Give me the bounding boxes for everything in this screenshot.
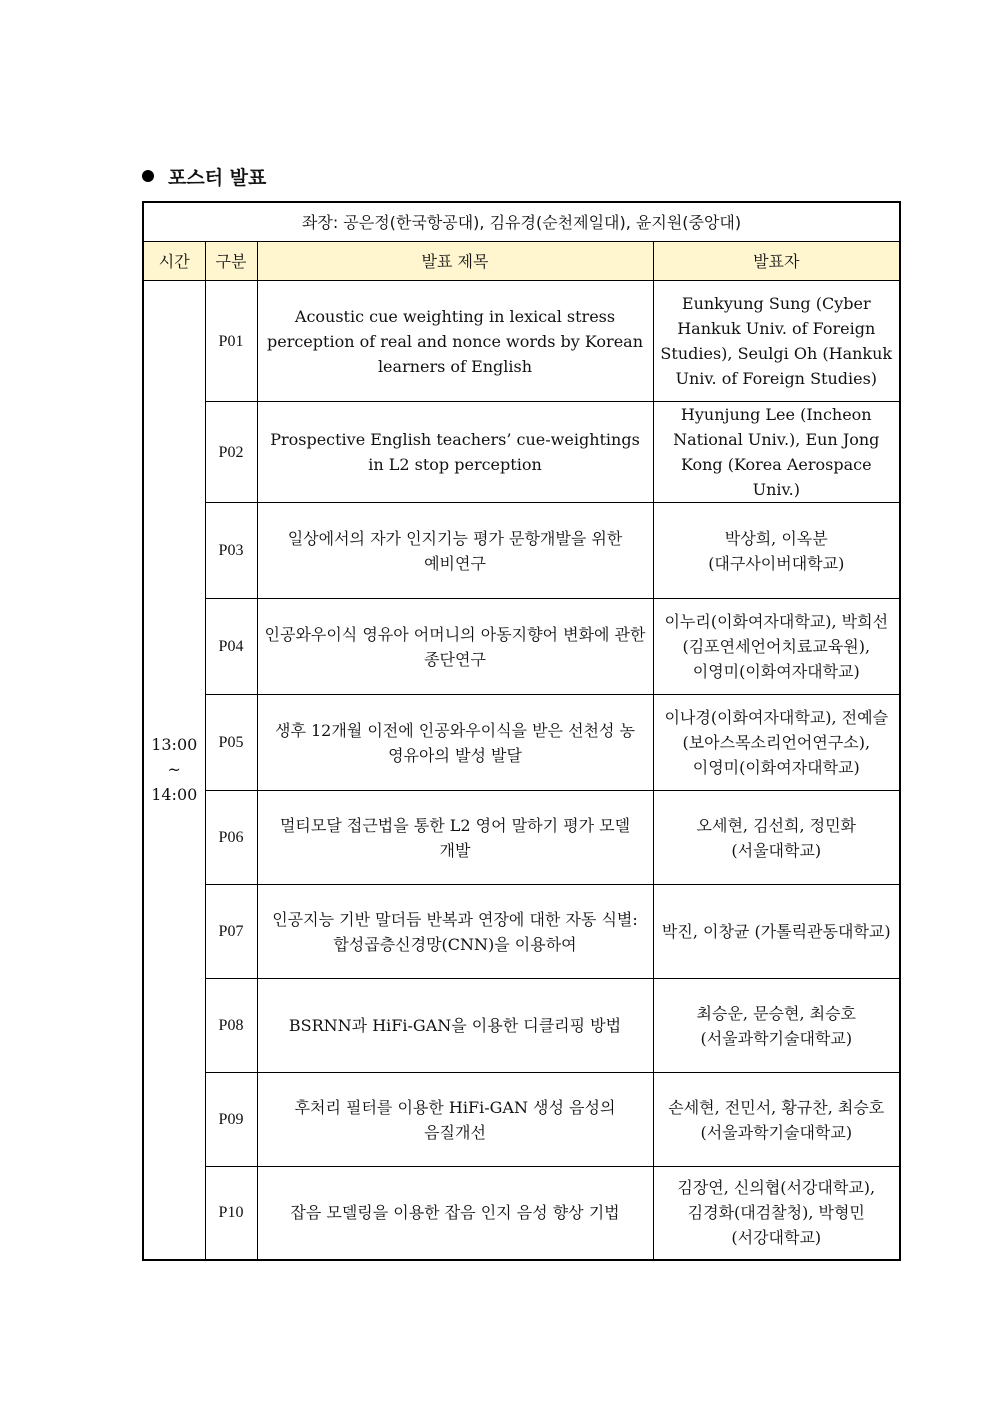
col-header-category: 구분: [205, 242, 257, 281]
poster-title: 생후 12개월 이전에 인공와우이식을 받은 선천성 농 영유아의 발성 발달: [257, 695, 653, 791]
poster-id: P09: [205, 1073, 257, 1167]
table-row: [143, 503, 900, 599]
chairs-row: [143, 202, 900, 242]
poster-presenter: Eunkyung Sung (Cyber Hankuk Univ. of Foreign Studies), Seulgi Oh (Hankuk Univ. of Foreign Studies): [653, 281, 900, 402]
poster-presenter: 손세현, 전민서, 황규찬, 최승호(서울과학기술대학교): [653, 1073, 900, 1167]
poster-presenter: 최승운, 문승현, 최승호 (서울과학기술대학교): [653, 979, 900, 1073]
poster-title: 일상에서의 자가 인지기능 평가 문항개발을 위한 예비연구: [257, 503, 653, 599]
table-row: [143, 402, 900, 503]
poster-id: P05: [205, 695, 257, 791]
poster-presenter: 박상희, 이옥분 (대구사이버대학교): [653, 503, 900, 599]
section-title: 포스터 발표: [168, 166, 267, 189]
poster-id: P04: [205, 599, 257, 695]
time-slot: [143, 281, 205, 1260]
poster-id: P10: [205, 1167, 257, 1260]
col-header-presenter: 발표자: [653, 242, 900, 281]
section-heading: [142, 160, 266, 192]
poster-schedule-table: [142, 201, 901, 1261]
poster-title: 멀티모달 접근법을 통한 L2 영어 말하기 평가 모델 개발: [257, 791, 653, 885]
col-header-time: 시간: [143, 242, 205, 281]
poster-id: P03: [205, 503, 257, 599]
poster-title: 후처리 필터를 이용한 HiFi-GAN 생성 음성의 음질개선: [257, 1073, 653, 1167]
table-row: [143, 1073, 900, 1167]
time-end: 14:00: [151, 785, 198, 805]
col-header-title: 발표 제목: [257, 242, 653, 281]
table-header: [143, 242, 900, 281]
poster-presenter: 김장연, 신의협(서강대학교), 김경화(대검찰청), 박형민(서강대학교): [653, 1167, 900, 1260]
poster-title: Prospective English teachers’ cue-weightings in L2 stop perception: [257, 402, 653, 503]
poster-id: P06: [205, 791, 257, 885]
poster-presenter: 이누리(이화여자대학교), 박희선(김포연세언어치료교육원), 이영미(이화여자대학교): [653, 599, 900, 695]
poster-id: P02: [205, 402, 257, 503]
table-row: [143, 1167, 900, 1260]
poster-title: Acoustic cue weighting in lexical stress perception of real and nonce words by Korean learners of English: [257, 281, 653, 402]
poster-id: P01: [205, 281, 257, 402]
poster-presenter: Hyunjung Lee (Incheon National Univ.), Eun Jong Kong (Korea Aerospace Univ.): [653, 402, 900, 503]
time-start: 13:00: [151, 735, 198, 755]
table-row: [143, 599, 900, 695]
table-row: [143, 979, 900, 1073]
time-separator: ~: [167, 760, 181, 780]
poster-title: 인공와우이식 영유아 어머니의 아동지향어 변화에 관한 종단연구: [257, 599, 653, 695]
chairs-text: 좌장: 공은정(한국항공대), 김유경(순천제일대), 윤지원(중앙대): [143, 202, 900, 242]
poster-title: 잡음 모델링을 이용한 잡음 인지 음성 향상 기법: [257, 1167, 653, 1260]
poster-presenter: 박진, 이창균 (가톨릭관동대학교): [653, 885, 900, 979]
bullet-icon: [142, 170, 154, 182]
poster-presenter: 오세현, 김선희, 정민화 (서울대학교): [653, 791, 900, 885]
table-row: [143, 695, 900, 791]
poster-presenter: 이나경(이화여자대학교), 전예슬(보아스목소리언어연구소), 이영미(이화여자대학교): [653, 695, 900, 791]
poster-id: P08: [205, 979, 257, 1073]
table-row: [143, 885, 900, 979]
table-row: [143, 791, 900, 885]
poster-title: 인공지능 기반 말더듬 반복과 연장에 대한 자동 식별: 합성곱층신경망(CNN)을 이용하여: [257, 885, 653, 979]
poster-id: P07: [205, 885, 257, 979]
poster-title: BSRNN과 HiFi-GAN을 이용한 디클리핑 방법: [257, 979, 653, 1073]
table-row: [143, 281, 900, 402]
